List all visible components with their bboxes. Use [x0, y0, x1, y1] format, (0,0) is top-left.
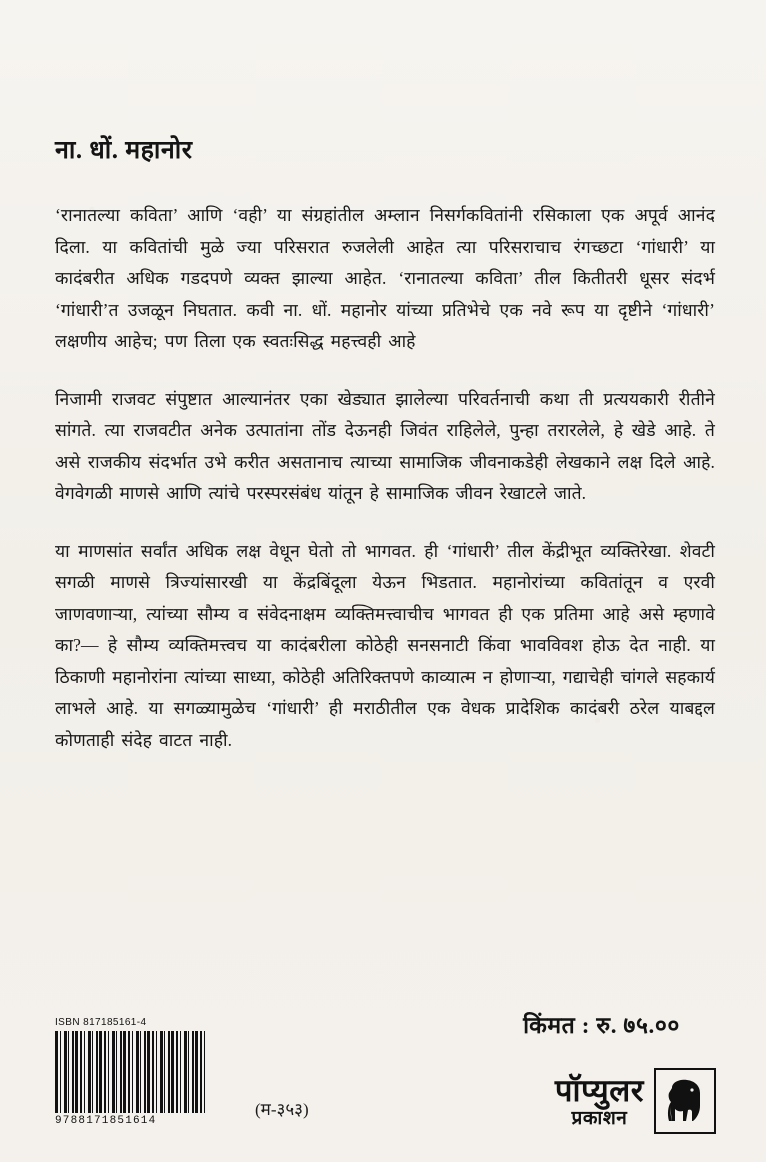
- publisher-name: पॉप्युलर: [554, 1072, 644, 1108]
- blurb-text: [55, 200, 715, 756]
- price-label: किंमत : रु. ७५.००: [523, 1013, 680, 1038]
- isbn-label: ISBN 817185161-4: [55, 1017, 147, 1028]
- author-name: ना. धों. महानोर: [55, 137, 193, 164]
- barcode-number: 9788171851614: [55, 1115, 157, 1127]
- blurb-paragraph: या माणसांत सर्वांत अधिक लक्ष वेधून घेतो तो भागवत. ही ‘गांधारी’ तील केंद्रीभूत व्यक्तिरेखा. शेवटी सगळी माणसे त्रिज्यांसारखी या केंद्रबिंदूला येऊन भिडतात. महानोरांच्या कवितांतून व एरवी जाणवणाऱ्या, त्यांच्या सौम्य व संवेदनाक्षम व्यक्तिमत्त्वाचीच भागवत ही एक प्रतिमा आहे असे म्हणावे का?— हे सौम्य व्यक्तिमत्त्वच या कादंबरीला कोठेही सनसनाटी किंवा भावविवश होऊ देत नाही. या ठिकाणी महानोरांना त्यांच्या साध्या, कोठेही अतिरिक्तपणे काव्यात्म न होणाऱ्या, गद्याचेही चांगले सहकार्य लाभले आहे. या सगळ्यामुळेच ‘गांधारी’ ही मराठीतील एक वेधक प्रादेशिक कादंबरी ठरेल याबद्दल कोणताही संदेह वाटत नाही.: [55, 540, 715, 750]
- blurb-paragraph: ‘रानातल्या कविता’ आणि ‘वही’ या संग्रहांतील अम्लान निसर्गकवितांनी रसिकाला एक अपूर्व आनंद दिला. या कवितांची मुळे ज्या परिसरात रुजलेली आहेत त्या परिसराचाच रंगच्छटा ‘गांधारी’ या कादंबरीत अधिक गडदपणे व्यक्त झाल्या आहेत. ‘रानातल्या कविता’ तील कितीतरी धूसर संदर्भ ‘गांधारी’त उजळून निघतात. कवी ना. धों. महानोर यांच्या प्रतिभेचे एक नवे रूप या दृष्टीने ‘गांधारी’ लक्षणीय आहेच; पण तिला एक स्वतःसिद्ध महत्त्वही आहे: [55, 205, 715, 351]
- blurb-paragraph: निजामी राजवट संपुष्टात आल्यानंतर एका खेड्यात झालेल्या परिवर्तनाची कथा ती प्रत्ययकारी रीतीने सांगते. त्या राजवटीत अनेक उत्पातांना तोंड देऊनही जिवंत राहिलेले, पुन्हा तरारलेले, हे खेडे आहे. ते असे राजकीय संदर्भात उभे करीत असतानाच त्याच्या सामाजिक जीवनाकडेही लेखकाने लक्ष दिले आहे. वेगवेगळी माणसे आणि त्यांचे परस्परसंबंध यांतून हे सामाजिक जीवन रेखाटले जाते.: [55, 388, 715, 503]
- publisher-block: [555, 1068, 716, 1134]
- blurb-content: [55, 0, 715, 756]
- publisher-names: [554, 1072, 644, 1129]
- cover-footer: [0, 962, 766, 1162]
- internal-code: (म-३५३): [255, 1100, 309, 1119]
- elephant-icon: [654, 1068, 716, 1134]
- barcode-block: [55, 1017, 203, 1127]
- publisher-subname: प्रकाशन: [571, 1107, 628, 1129]
- barcode-icon: [55, 1031, 205, 1113]
